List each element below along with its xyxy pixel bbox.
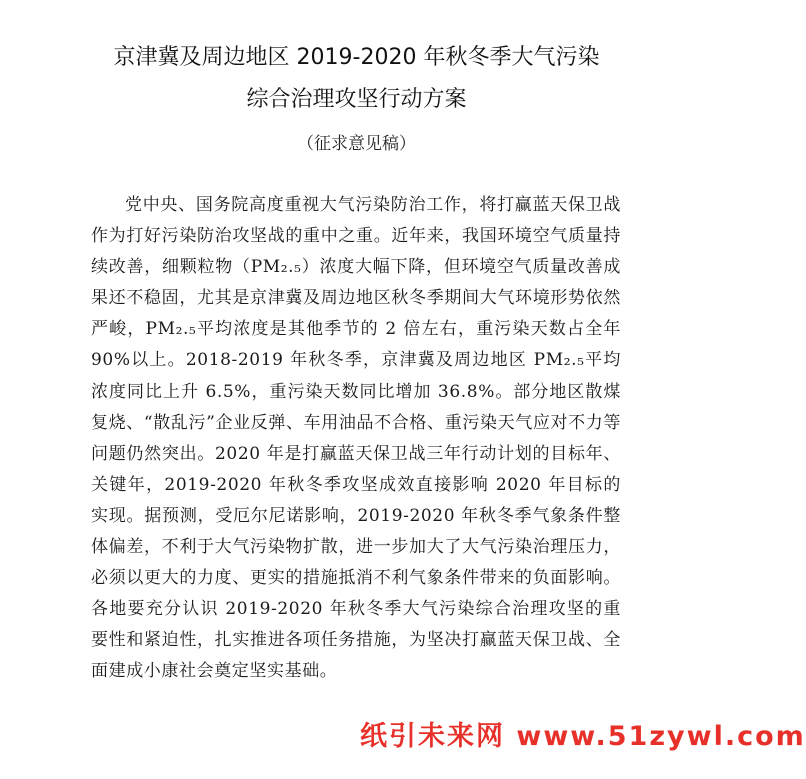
body-paragraph: 党中央、国务院高度重视大气污染防治工作，将打赢蓝天保卫战作为打好污染防治攻坚战的重中之重。近年来，我国环境空气质量持续改善，细颗粒物（PM₂.₅）浓度大幅下降，但环境空气质量改善成果还不稳固，尤其是京津冀及周边地区秋冬季期间大气环境形势依然严峻，PM₂.₅平均浓度是其他季节的 2 倍左右，重污染天数占全年 90%以上。2018-2019 年秋冬季，京津冀及周边地区 PM₂.₅平均浓度同比上升 6.5%，重污染天数同比增加 36.8%。部分地区散煤复烧、“散乱污”企业反弹、车用油品不合格、重污染天气应对不力等问题仍然突出。2020 年是打赢蓝天保卫战三年行动计划的目标年、关键年，2019-2020 年秋冬季攻坚成效直接影响 2020 年目标的实现。据预测，受厄尔尼诺影响，2019-2020 年秋冬季气象条件整体偏差，不利于大气污染物扩散，进一步加大了大气污染治理压力，必须以更大的力度、更实的措施抵消不利气象条件带来的负面影响。各地要充分认识 2019-2020 年秋冬季大气污染综合治理攻坚的重要性和紧迫性，扎实推进各项任务措施，为坚决打赢蓝天保卫战、全面建成小康社会奠定坚实基础。 xyxy=(91,195,621,682)
document-subtitle: （征求意见稿） xyxy=(297,134,416,154)
document-title-line-1: 京津冀及周边地区 2019-2020 年秋冬季大气污染 xyxy=(113,45,600,70)
document-title-line-2: 综合治理攻坚行动方案 xyxy=(246,87,467,112)
site-watermark: 纸引未来网 www.51zywl.com xyxy=(360,721,806,752)
